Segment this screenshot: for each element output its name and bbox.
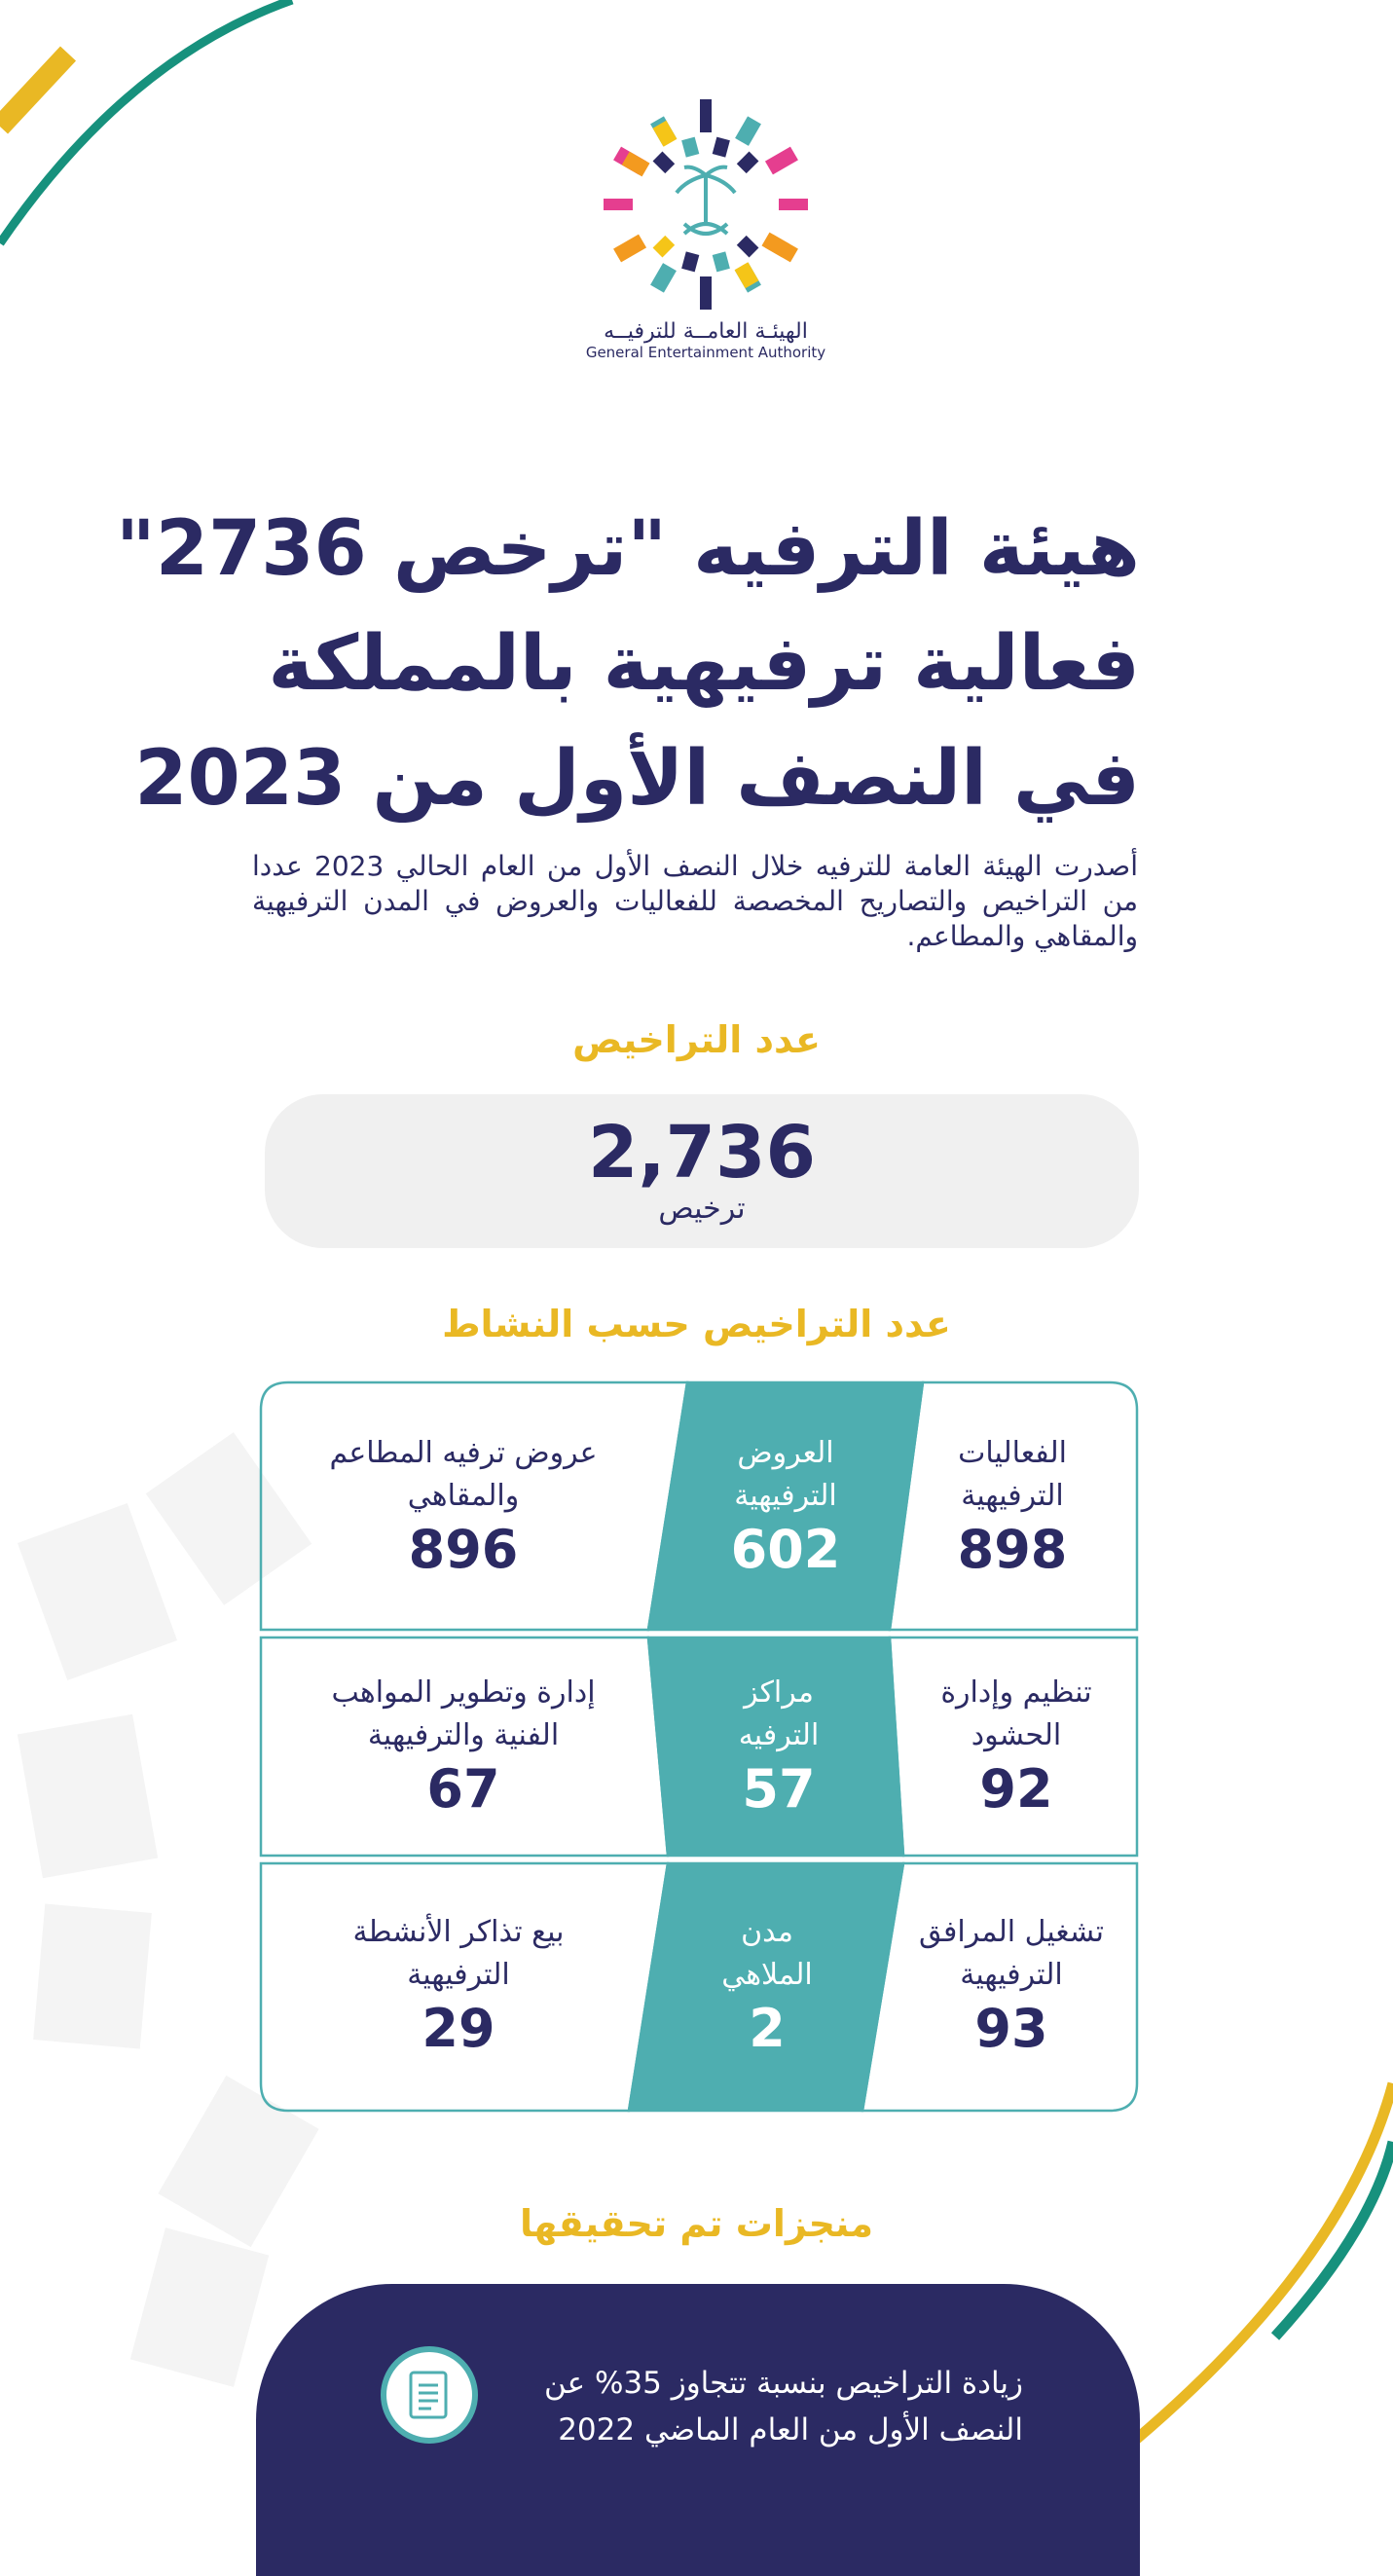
activity-label: إدارة وتطوير المواهب الفنية والترفيهية	[331, 1675, 596, 1752]
activity-value: 67	[426, 1758, 500, 1820]
activity-value: 896	[408, 1519, 519, 1580]
page-title	[116, 492, 1140, 836]
activity-cell-crowd-management	[901, 1643, 1131, 1850]
licenses-total-value: 2,736	[587, 1111, 817, 1195]
licenses-total-card	[265, 1094, 1139, 1248]
activity-label: مدن الملاهي	[721, 1915, 813, 1992]
activity-label: مراكز الترفيه	[738, 1675, 820, 1752]
gold-arc-bottom	[1119, 2083, 1393, 2453]
activity-cell-entertainment-shows	[666, 1390, 905, 1624]
licenses-unit: ترخيص	[658, 1192, 746, 1226]
green-arc-top	[0, 0, 292, 243]
activity-grid	[259, 1380, 1139, 2113]
activity-label: الفعاليات الترفيهية	[958, 1436, 1067, 1513]
title-line-1: هيئة الترفيه "ترخص 2736"	[116, 505, 1140, 593]
activity-label: عروض ترفيه المطاعم والمقاهي	[329, 1436, 598, 1513]
activity-value: 57	[742, 1758, 816, 1820]
title-line-2: فعالية ترفيهية بالمملكة	[268, 620, 1140, 708]
activity-cell-entertainment-events	[894, 1390, 1131, 1624]
title-line-3: في النصف الأول من 2023	[134, 735, 1140, 823]
activity-value: 93	[974, 1998, 1048, 2059]
activity-label: تنظيم وإدارة الحشود	[940, 1675, 1092, 1752]
document-icon	[381, 2346, 478, 2444]
activity-value: 29	[422, 1998, 495, 2059]
gold-stripe-top	[0, 54, 68, 127]
intro-paragraph: أصدرت الهيئة العامة للترفيه خلال النصف الأول من العام الحالي 2023 عددا من التراخيص والتصاريح المخصصة للفعاليات والعروض في المدن الترفيهية والمقاهي والمطاعم.	[252, 850, 1138, 952]
activity-cell-entertainment-centers	[660, 1643, 898, 1850]
achievements-card	[256, 2284, 1140, 2576]
logo-name-arabic: الهيئـة العامــة للترفيــه	[604, 319, 808, 344]
activity-label: تشغيل المرافق الترفيهية	[919, 1915, 1104, 1992]
activity-cell-facility-operation	[892, 1869, 1131, 2103]
activity-cell-ticket-sales	[269, 1869, 648, 2103]
activity-label: العروض الترفيهية	[734, 1436, 837, 1513]
activity-cell-restaurant-cafe-shows	[269, 1390, 658, 1624]
achievements-heading: منجزات تم تحقيقها	[519, 2202, 874, 2245]
licenses-heading: عدد التراخيص	[572, 1018, 821, 1061]
activity-cell-amusement-parks	[648, 1869, 886, 2103]
gea-logo	[584, 97, 827, 380]
by-activity-heading: عدد التراخيص حسب النشاط	[442, 1303, 951, 1345]
gea-logo-mark	[594, 97, 818, 312]
activity-value: 898	[957, 1519, 1068, 1580]
activity-value: 2	[749, 1998, 786, 2059]
logo-name-english: General Entertainment Authority	[585, 344, 826, 361]
activity-cell-talent-management	[269, 1643, 658, 1850]
achievement-item: زيادة التراخيص بنسبة تتجاوز 35% عن النصف الأول من العام الماضي 2022	[544, 2366, 1023, 2447]
activity-value: 602	[730, 1519, 841, 1580]
activity-label: بيع تذاكر الأنشطة الترفيهية	[352, 1915, 565, 1992]
activity-value: 92	[979, 1758, 1053, 1820]
